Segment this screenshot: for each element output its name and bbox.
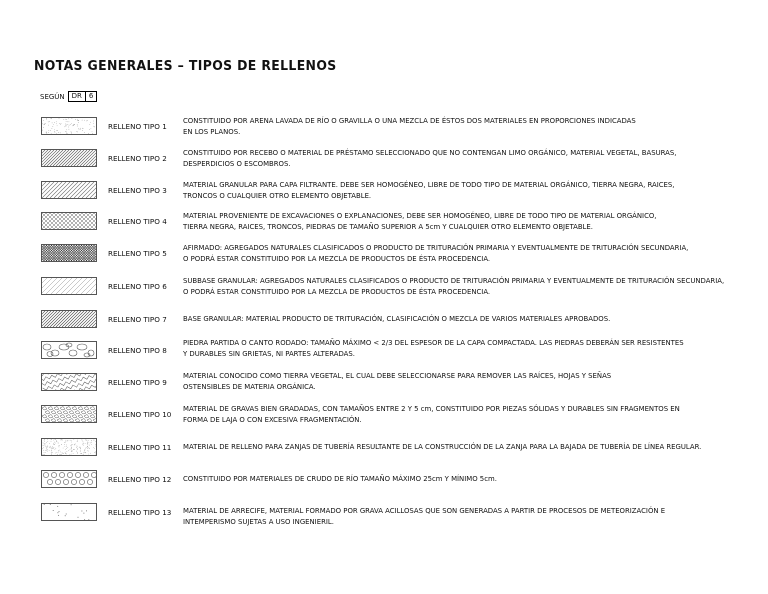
fill-description: MATERIAL DE RELLENO PARA ZANJAS DE TUBERÍA RESULTANTE DE LA CONSTRUCCIÓN DE LA ZANJA PARA LA BAJADA DE TUBERÍA DE LÍNEA REGULAR.: [183, 443, 702, 451]
fill-label: RELLENO TIPO 8: [108, 346, 167, 355]
diagonal-hatch-icon: [41, 149, 97, 167]
reference-prefix: SEGÚN: [40, 92, 65, 101]
fill-label: RELLENO TIPO 12: [108, 475, 172, 484]
page-title: NOTAS GENERALES – TIPOS DE RELLENOS: [34, 58, 337, 74]
fill-label: RELLENO TIPO 10: [108, 410, 172, 419]
fill-description: MATERIAL DE GRAVAS BIEN GRADADAS, CON TAMAÑOS ENTRE 2 Y 5 cm, CONSTITUIDO POR PIEZAS SÓLIDAS Y DURABLES SIN FRAGMENTOS EN FORMA DE LAJA O CON EXCESIVA FRAGMENTACIÓN.: [183, 405, 680, 424]
reference-number: 6: [85, 92, 96, 101]
dense-crosshatch-icon: [41, 244, 97, 262]
fill-description: CONSTITUIDO POR MATERIALES DE CRUDO DE RÍO TAMAÑO MÁXIMO 25cm Y MÍNIMO 5cm.: [183, 475, 497, 483]
stones-icon: [41, 341, 97, 359]
fill-label: RELLENO TIPO 2: [108, 154, 167, 163]
fill-label: RELLENO TIPO 9: [108, 378, 167, 387]
fill-label: RELLENO TIPO 6: [108, 282, 167, 291]
cross-hatch-icon: [41, 212, 97, 230]
fill-label: RELLENO TIPO 11: [108, 443, 172, 452]
fill-label: RELLENO TIPO 13: [108, 508, 172, 517]
fill-description: CONSTITUIDO POR ARENA LAVADA DE RÍO O GRAVILLA O UNA MEZCLA DE ÉSTOS DOS MATERIALES EN PROPORCIONES INDICADAS EN LOS PLANOS.: [183, 117, 636, 136]
fill-label: RELLENO TIPO 7: [108, 315, 167, 324]
double-hatch-icon: [41, 310, 97, 328]
reference-box: [68, 91, 98, 102]
fill-label: RELLENO TIPO 4: [108, 217, 167, 226]
fill-description: MATERIAL DE ARRECIFE, MATERIAL FORMADO POR GRAVA ACILLOSAS QUE SON GENERADAS A PARTIR DE PROCESOS DE METEORIZACIÓN E INTEMPERISMO SUJETAS A USO INGENIERIL.: [183, 507, 666, 526]
fill-description: PIEDRA PARTIDA O CANTO RODADO: TAMAÑO MÁXIMO < 2/3 DEL ESPESOR DE LA CAPA COMPACTADA. LAS PIEDRAS DEBERÁN SER RESISTENTES Y DURABLES SIN GRIETAS, NI PARTES ALTERADAS.: [183, 339, 684, 358]
fill-description: MATERIAL PROVENIENTE DE EXCAVACIONES O EXPLANACIONES, DEBE SER HOMOGÉNEO, LIBRE DE TODO TIPO DE MATERIAL ORGÁNICO, TIERRA NEGRA, RAICES, TRONCOS, PIEDRAS DE TAMAÑO SUPERIOR A 5cm Y CUALQUIER OTRO ELEMENTO OBJETABLE.: [183, 212, 657, 231]
fine-stipple-icon: [41, 438, 97, 456]
light-hatch-icon: [41, 277, 97, 295]
fill-description: MATERIAL CONOCIDO COMO TIERRA VEGETAL, EL CUAL DEBE SELECCIONARSE PARA REMOVER LAS RAÍCES, HOJAS Y SEÑAS OSTENSIBLES DE MATERIA ORGÁNICA.: [183, 372, 612, 391]
reference-doc: DR: [71, 92, 82, 100]
sand-dots-icon: [41, 117, 97, 135]
fill-description: CONSTITUIDO POR RECEBO O MATERIAL DE PRÉSTAMO SELECCIONADO QUE NO CONTENGAN LIMO ORGÁNICO, MATERIAL VEGETAL, BASURAS, DESPERDICIOS O ESCOMBROS.: [183, 149, 677, 168]
fill-label: RELLENO TIPO 3: [108, 186, 167, 195]
reference-tag: [40, 91, 97, 102]
circles-icon: [41, 470, 97, 488]
fill-description: BASE GRANULAR: MATERIAL PRODUCTO DE TRITURACIÓN, CLASIFICACIÓN O MEZCLA DE VARIOS MATERIALES APROBADOS.: [183, 315, 611, 323]
zigzag-icon: [41, 373, 97, 391]
fill-description: SUBBASE GRANULAR: AGREGADOS NATURALES CLASIFICADOS O PRODUCTO DE TRITURACIÓN PRIMARIA Y EVENTUALMENTE DE TRITURACIÓN SECUNDARIA, O PODRÁ ESTAR CONSTITUIDO POR LA MEZCLA DE PRODUCTOS DE ÉSTA PROCEDENCIA.: [183, 277, 725, 296]
sparse-dots-icon: [41, 503, 97, 521]
fill-label: RELLENO TIPO 5: [108, 249, 167, 258]
fill-description: AFIRMADO: AGREGADOS NATURALES CLASIFICADOS O PRODUCTO DE TRITURACIÓN PRIMARIA Y EVENTUALMENTE DE TRITURACIÓN SECUNDARIA, O PODRÁ ESTAR CONSTITUIDO POR LA MEZCLA DE PRODUCTOS DE ÉSTA PROCEDENCIA.: [183, 244, 689, 263]
fill-description: MATERIAL GRANULAR PARA CAPA FILTRANTE. DEBE SER HOMOGÉNEO, LIBRE DE TODO TIPO DE MATERIAL ORGÁNICO, TIERRA NEGRA, RAICES, TRONCOS O CUALQUIER OTRO ELEMENTO OBJETABLE.: [183, 181, 675, 200]
sparse-hatch-icon: [41, 181, 97, 199]
fill-label: RELLENO TIPO 1: [108, 122, 167, 131]
gravel-icon: [41, 405, 97, 423]
